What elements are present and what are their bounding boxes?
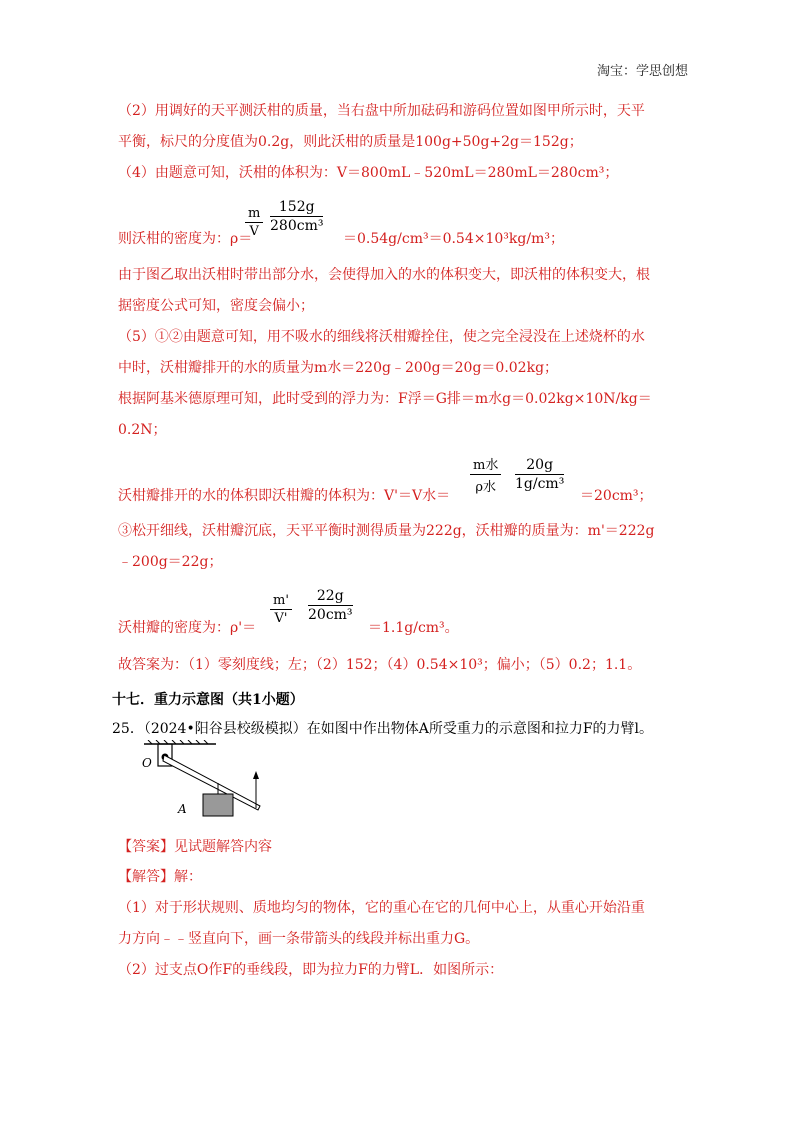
fraction-152g-over-280cm3 bbox=[270, 199, 323, 234]
fraction-numerator: 22g bbox=[316, 588, 344, 604]
solution-line: 由于图乙取出沃柑时带出部分水，会使得加入的水的体积变大，即沃柑的体积变大，根 bbox=[118, 267, 650, 283]
fraction-mprime-over-vprime bbox=[270, 593, 292, 626]
fraction-denominator: ρ水 bbox=[475, 480, 496, 495]
fraction-denominator: 20cm³ bbox=[308, 607, 353, 623]
fraction-numerator: 152g bbox=[278, 199, 315, 215]
fraction-numerator: m水 bbox=[473, 458, 499, 473]
density-label: 则沃柑的密度为：ρ＝ bbox=[118, 231, 253, 247]
volume-result: ＝20cm³； bbox=[580, 488, 653, 504]
question-stem bbox=[112, 718, 653, 738]
solution-line: 根据阿基米德原理可知，此时受到的浮力为：F浮＝G排＝m水g＝0.02kg×10N/kg＝ bbox=[118, 391, 652, 407]
solution-text: 解： bbox=[174, 869, 202, 885]
fraction-denominator: 1g/cm³ bbox=[515, 476, 565, 492]
solution-line: ﹣200g＝22g； bbox=[118, 554, 223, 570]
fraction-numerator: m' bbox=[273, 593, 289, 608]
solution-line: 据密度公式可知，密度会偏小； bbox=[118, 298, 314, 314]
header-text: 淘宝：学思创想 bbox=[596, 64, 688, 79]
lever-figure bbox=[136, 740, 276, 826]
solution-step: 力方向﹣﹣竖直向下，画一条带箭头的线段并标出重力G。 bbox=[118, 931, 480, 947]
fraction-denominator: V bbox=[249, 224, 259, 239]
solution-step: （2）过支点O作F的垂线段，即为拉力F的力臂L．如图所示： bbox=[118, 962, 504, 978]
question-text: （2024•阳谷县校级模拟）在如图中作出物体A所受重力的示意图和拉力F的力臂l。 bbox=[143, 721, 654, 737]
solution-line: （2）用调好的天平测沃柑的质量，当右盘中所加砝码和游码位置如图甲所示时，天平 bbox=[118, 103, 645, 119]
fraction-numerator: 20g bbox=[526, 457, 554, 473]
fraction-denominator: V' bbox=[274, 611, 288, 626]
solution-header bbox=[118, 866, 202, 886]
fraction-mwater-over-rhowater bbox=[470, 454, 501, 495]
fraction-denominator: 280cm³ bbox=[270, 218, 324, 234]
final-answer-line: 故答案为：（1）零刻度线；左；（2）152；（4）0.54×10³；偏小；（5）0.2；1.1。 bbox=[118, 657, 642, 673]
answer-tag: 【答案】 bbox=[118, 839, 174, 855]
solution-line: （4）由题意可知，沃柑的体积为：V＝800mL﹣520mL＝280mL＝280cm³； bbox=[118, 165, 619, 181]
solution-line: ③松开细线，沃柑瓣沉底，天平平衡时测得质量为222g，沃柑瓣的质量为：m'＝222g bbox=[118, 523, 655, 539]
solution-line: 0.2N； bbox=[118, 422, 167, 438]
volume-label: 沃柑瓣排开的水的体积即沃柑瓣的体积为：V'＝V水＝ bbox=[118, 488, 451, 504]
label-o: O bbox=[142, 756, 152, 770]
fraction-20g-over-density bbox=[515, 457, 564, 492]
label-a: A bbox=[178, 802, 187, 816]
fraction-numerator: m bbox=[248, 206, 261, 221]
solution-line: 中时，沃柑瓣排开的水的质量为m水＝220g﹣200g＝20g＝0.02kg； bbox=[118, 360, 559, 376]
answer-line bbox=[118, 836, 272, 856]
segment-density-result: ＝1.1g/cm³。 bbox=[368, 620, 459, 636]
answer-text: 见试题解答内容 bbox=[174, 839, 272, 855]
solution-line: 平衡，标尺的分度值为0.2g，则此沃柑的质量是100g+50g+2g＝152g； bbox=[118, 134, 583, 150]
fraction-m-over-v bbox=[245, 206, 263, 239]
solution-line: （5）①②由题意可知，用不吸水的细线将沃柑瓣拴住，使之完全浸没在上述烧杯的水 bbox=[118, 329, 645, 345]
density-result: ＝0.54g/cm³＝0.54×10³kg/m³； bbox=[343, 231, 564, 247]
solution-step: （1）对于形状规则、质地均匀的物体，它的重心在它的几何中心上，从重心开始沿重 bbox=[118, 900, 645, 916]
question-number: 25． bbox=[112, 721, 144, 737]
segment-density-label: 沃柑瓣的密度为：ρ'＝ bbox=[118, 620, 257, 636]
solution-tag: 【解答】 bbox=[118, 869, 174, 885]
section-title: 十七．重力示意图（共1小题） bbox=[112, 692, 304, 708]
fraction-22g-over-20cm3 bbox=[308, 588, 353, 623]
